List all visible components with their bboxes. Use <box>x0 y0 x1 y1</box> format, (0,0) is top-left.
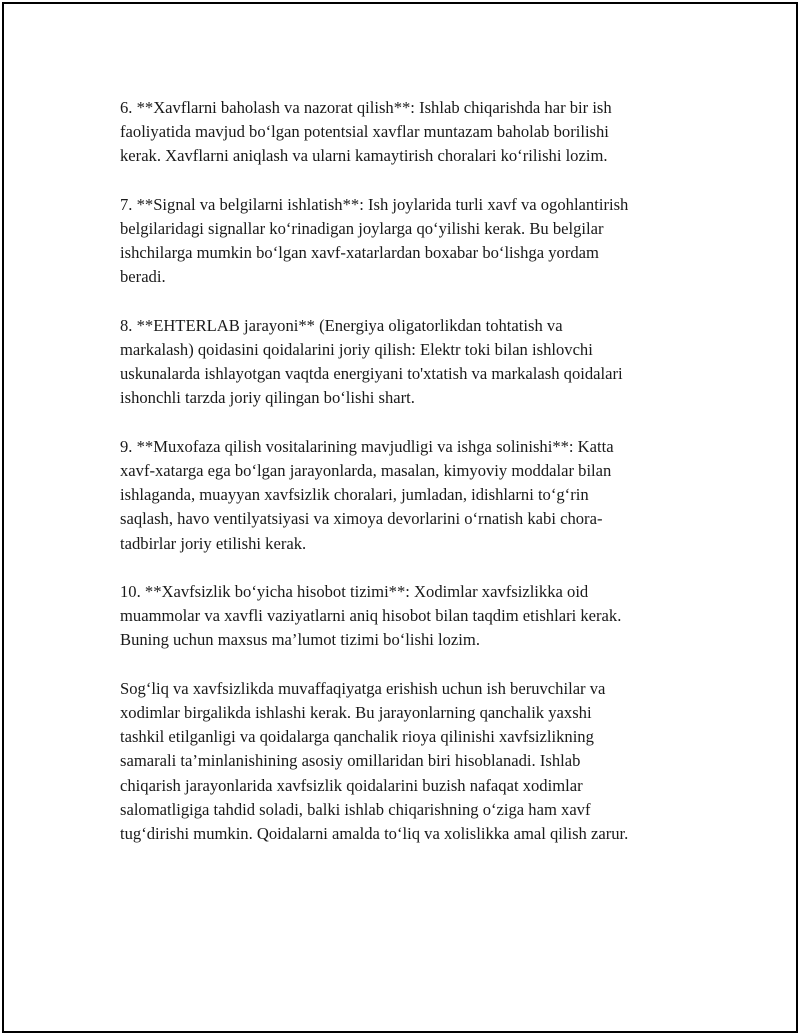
paragraph-item-6 <box>120 96 690 169</box>
text-line: belgilaridagi signallar ko‘rinadigan joylarga qo‘yilishi kerak. Bu belgilar <box>120 219 604 238</box>
text-line: muammolar va xavfli vaziyatlarni aniq hisobot bilan taqdim etishlari kerak. <box>120 606 622 626</box>
text-line: saqlash, havo ventilyatsiyasi va ximoya devorlarini o‘rnatish kabi chora- <box>120 509 603 529</box>
paragraph-item-9 <box>120 435 690 556</box>
text-line: ishlaganda, muayyan xavfsizlik choralari, jumladan, idishlarni to‘g‘rin <box>120 485 589 505</box>
text-line: beradi. <box>120 267 166 287</box>
text-line: samarali ta’minlanishining asosiy omillaridan biri hisoblanadi. Ishlab <box>120 751 581 771</box>
paragraph-item-7 <box>120 193 690 290</box>
text-line: Buning uchun maxsus ma’lumot tizimi bo‘lishi lozim. <box>120 630 480 650</box>
page-frame <box>2 2 798 1033</box>
text-line: 9. **Muxofaza qilish vositalarining mavjudligi va ishga solinishi**: Katta <box>120 436 614 456</box>
paragraph-item-8 <box>120 314 690 411</box>
text-line: 8. **EHTERLAB jarayoni** (Energiya oligatorlikdan tohtatish va <box>120 315 563 335</box>
text-line: markalash) qoidasini qoidalarini joriy qilish: Elektr toki bilan ishlovchi <box>120 340 593 359</box>
text-line: chiqarish jarayonlarida xavfsizlik qoidalarini buzish nafaqat xodimlar <box>120 775 583 795</box>
text-line: tashkil etilganligi va qoidalarga qanchalik rioya qilinishi xavfsizlikning <box>120 727 594 747</box>
text-line: uskunalarda ishlayotgan vaqtda energiyani to'xtatish va markalash qoidalari <box>120 364 623 384</box>
text-line: 6. **Xavflarni baholash va nazorat qilish**: Ishlab chiqarishda har bir ish <box>120 98 612 117</box>
text-line: kerak. Xavflarni aniqlash va ularni kamaytirish choralari ko‘rilishi lozim. <box>120 146 608 166</box>
document-body <box>120 96 690 870</box>
text-line: tug‘dirishi mumkin. Qoidalarni amalda to‘liq va xolislikka amal qilish zarur. <box>120 824 629 844</box>
text-line: xavf-xatarga ega bo‘lgan jarayonlarda, masalan, kimyoviy moddalar bilan <box>120 461 612 480</box>
text-line: 10. **Xavfsizlik bo‘yicha hisobot tizimi**: Xodimlar xavfsizlikka oid <box>120 582 589 601</box>
text-line: ishchilarga mumkin bo‘lgan xavf-xatarlardan boxabar bo‘lishga yordam <box>120 243 599 263</box>
text-line: 7. **Signal va belgilarni ishlatish**: Ish joylarida turli xavf va ogohlantirish <box>120 194 629 214</box>
text-line: faoliyatida mavjud bo‘lgan potentsial xavflar muntazam baholab borilishi <box>120 122 609 142</box>
text-line: Sog‘liq va xavfsizlikda muvaffaqiyatga erishish uchun ish beruvchilar va <box>120 678 606 698</box>
text-line: xodimlar birgalikda ishlashi kerak. Bu jarayonlarning qanchalik yaxshi <box>120 703 592 722</box>
paragraph-item-10 <box>120 580 690 653</box>
paragraph-conclusion <box>120 677 690 846</box>
text-line: ishonchli tarzda joriy qilingan bo‘lishi shart. <box>120 388 415 408</box>
text-line: tadbirlar joriy etilishi kerak. <box>120 533 307 553</box>
text-line: salomatligiga tahdid soladi, balki ishlab chiqarishning o‘ziga ham xavf <box>120 799 591 819</box>
